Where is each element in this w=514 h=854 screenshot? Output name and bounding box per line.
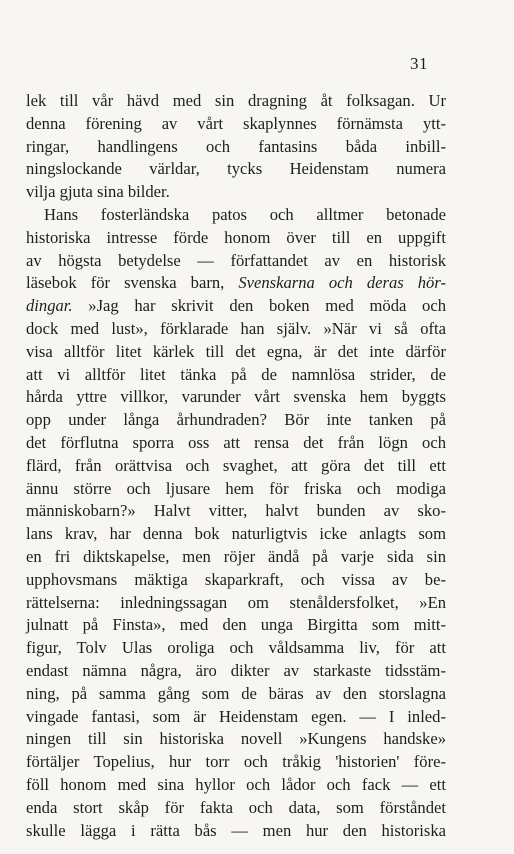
- text-line: rättelserna: inledningssagan om stenåldersfolket, »En: [26, 592, 446, 612]
- text-line: att vi alltför litet tänka på de namnlösa strider, de: [26, 364, 446, 384]
- text-line: lans krav, har denna bok naturligtvis icke anlagts som: [26, 524, 446, 544]
- text-line: upphovsmans mäktiga skaparkraft, och vissa av be-: [26, 569, 446, 589]
- text-line: visa alltför litet kärlek till det egna, är det inte därför: [26, 341, 446, 361]
- text-line: flärd, från orättvisa och svaghet, att göra det till ett: [26, 455, 446, 475]
- text-line: lek till vår hävd med sin dragning åt folksagan. Ur: [26, 91, 446, 110]
- text-line: ringar, handlingens och fantasins båda inbill-: [26, 136, 446, 156]
- page-number: 31: [410, 54, 428, 73]
- text-run: läsebok för svenska barn,: [26, 273, 239, 293]
- text-line: det förflutna sporra oss att rensa det från lögn och: [26, 432, 446, 452]
- book-title-text: Svenskarna och deras hör-: [238, 273, 446, 293]
- text-line: vingade fantasi, som är Heidenstam egen. — I inled-: [26, 706, 446, 726]
- text-line: opp under långa århundraden? Bör inte tanken på: [26, 410, 446, 430]
- text-line: ning, på samma gång som de bäras av den storslagna: [26, 683, 446, 703]
- text-line: [26, 295, 446, 318]
- text-line: föll honom med sina hyllor och lådor och fack — ett: [26, 774, 446, 794]
- text-line: ningslockande världar, tycks Heidenstam numera: [26, 159, 446, 179]
- text-line: förtäljer Topelius, hur torr och tråkig 'historien' före-: [26, 752, 446, 772]
- text-line: en fri diktskapelse, men röjer ändå på varje sida sin: [26, 546, 446, 566]
- text-line: ningen till sin historiska novell »Kungens handske»: [26, 729, 446, 749]
- text-line: historiska intresse förde honom över till en uppgift: [26, 227, 446, 247]
- book-title-text: dingar.: [26, 296, 73, 316]
- text-line: av högsta betydelse — författandet av en historisk: [26, 250, 446, 270]
- text-line: hårda yttre villkor, varunder vårt svenska hem byggts: [26, 387, 446, 407]
- text-line: vilja gjuta sina bilder.: [26, 182, 170, 202]
- text-line: dock med lust», förklarade han själv. »När vi så ofta: [26, 318, 446, 338]
- text-line: endast nämna några, äro dikter av starkaste tidsstäm-: [26, 660, 446, 680]
- text-line: enda stort skåp för fakta och data, som förståndet: [26, 797, 446, 817]
- text-line: skulle lägga i rätta bås — men hur den historiska: [26, 820, 446, 840]
- text-line: Hans fosterländska patos och alltmer betonade: [44, 204, 446, 224]
- text-line: människobarn?» Halvt vitter, halvt bunden av sko-: [26, 501, 446, 521]
- text-line: ännu större och ljusare hem för friska och modiga: [26, 478, 446, 498]
- text-run: »Jag har skrivit den boken med möda och: [72, 296, 446, 316]
- text-line: julnatt på Finsta», med den unga Birgitta som mitt-: [26, 615, 446, 635]
- text-line: figur, Tolv Ulas oroliga och våldsamma liv, för att: [26, 638, 446, 658]
- body-text: [26, 90, 446, 842]
- text-line: [26, 272, 446, 295]
- text-line: denna förening av vårt skaplynnes förnämsta ytt-: [26, 113, 446, 133]
